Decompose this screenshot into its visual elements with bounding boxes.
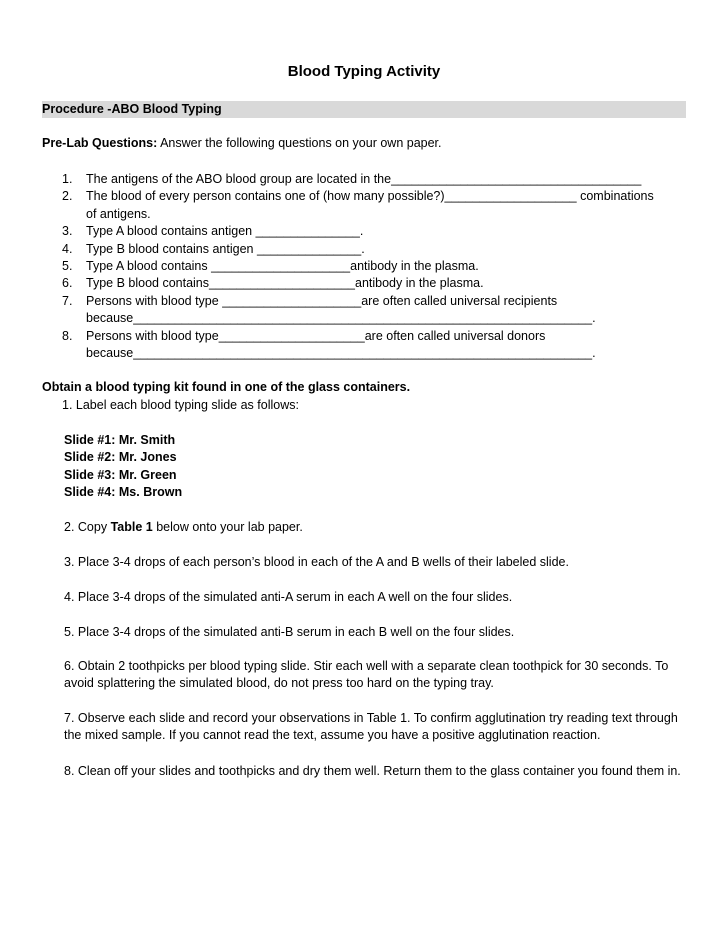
step-2	[64, 519, 694, 536]
slide-label: Slide #1: Mr. Smith	[64, 433, 176, 447]
question-number: 3.	[62, 224, 73, 239]
step-5: 5. Place 3-4 drops of the simulated anti-B serum in each B well on the four slides.	[64, 625, 515, 639]
question-number: 6.	[62, 276, 73, 291]
prelab-instructions	[42, 136, 442, 150]
question-line: The blood of every person contains one of (how many possible?)___________________ combinations	[86, 189, 654, 204]
step-6: 6. Obtain 2 toothpicks per blood typing slide. Stir each well with a separate clean toothpick for 30 seconds. To avoid splattering the simulated blood, do not press too hard on the typing tray.	[64, 659, 669, 691]
step-2-prefix: 2. Copy	[64, 520, 111, 534]
slide-label: Slide #2: Mr. Jones	[64, 450, 177, 465]
question-item	[62, 293, 692, 328]
question-line: Type B blood contains antigen _______________.	[86, 241, 365, 256]
question-item	[62, 171, 692, 188]
question-number: 4.	[62, 241, 73, 256]
question-number: 2.	[62, 189, 73, 204]
step-8: 8. Clean off your slides and toothpicks and dry them well. Return them to the glass container you found them in.	[64, 764, 681, 778]
step-1: 1. Label each blood typing slide as follows:	[62, 398, 299, 412]
question-line: because__________________________________________________________________.	[86, 346, 596, 361]
step-4: 4. Place 3-4 drops of the simulated anti-A serum in each A well on the four slides.	[64, 590, 513, 604]
obtain-heading: Obtain a blood typing kit found in one of the glass containers.	[42, 380, 411, 394]
question-line: because__________________________________________________________________.	[86, 311, 596, 326]
slide-label: Slide #4: Ms. Brown	[64, 485, 183, 500]
slide-label: Slide #3: Mr. Green	[64, 467, 177, 482]
question-line: Type A blood contains antigen _______________.	[86, 224, 364, 239]
step-3: 3. Place 3-4 drops of each person’s blood in each of the A and B wells of their labeled slide.	[64, 555, 569, 569]
section-heading: Procedure -ABO Blood Typing	[42, 101, 686, 118]
question-item	[62, 241, 692, 258]
question-item	[62, 328, 692, 363]
question-line: Type A blood contains ____________________antibody in the plasma.	[86, 259, 479, 274]
question-number: 5.	[62, 259, 73, 274]
question-line: of antigens.	[86, 206, 151, 221]
slide-label-list	[64, 432, 182, 502]
question-number: 8.	[62, 328, 73, 343]
question-item	[62, 188, 692, 223]
question-line: Persons with blood type_____________________are often called universal donors	[86, 328, 546, 343]
page-title: Blood Typing Activity	[287, 63, 441, 80]
question-line: Persons with blood type ____________________are often called universal recipients	[86, 293, 558, 308]
question-line: The antigens of the ABO blood group are located in the____________________________________	[86, 172, 642, 186]
question-item	[62, 258, 692, 275]
question-line: Type B blood contains_____________________antibody in the plasma.	[86, 276, 484, 291]
question-number: 7.	[62, 293, 73, 308]
question-number: 1.	[62, 172, 73, 186]
step-2-suffix: below onto your lab paper.	[152, 520, 303, 534]
question-item	[62, 223, 692, 240]
prelab-label: Pre-Lab Questions:	[42, 136, 158, 150]
question-item	[62, 275, 692, 292]
step-7: 7. Observe each slide and record your observations in Table 1. To confirm agglutination try reading text through the mixed sample. If you cannot read the text, assume you have a positive agglutination reaction.	[64, 711, 678, 743]
prelab-question-list	[62, 171, 692, 362]
table-reference: Table 1	[110, 520, 153, 534]
prelab-text: Answer the following questions on your own paper.	[157, 136, 442, 150]
